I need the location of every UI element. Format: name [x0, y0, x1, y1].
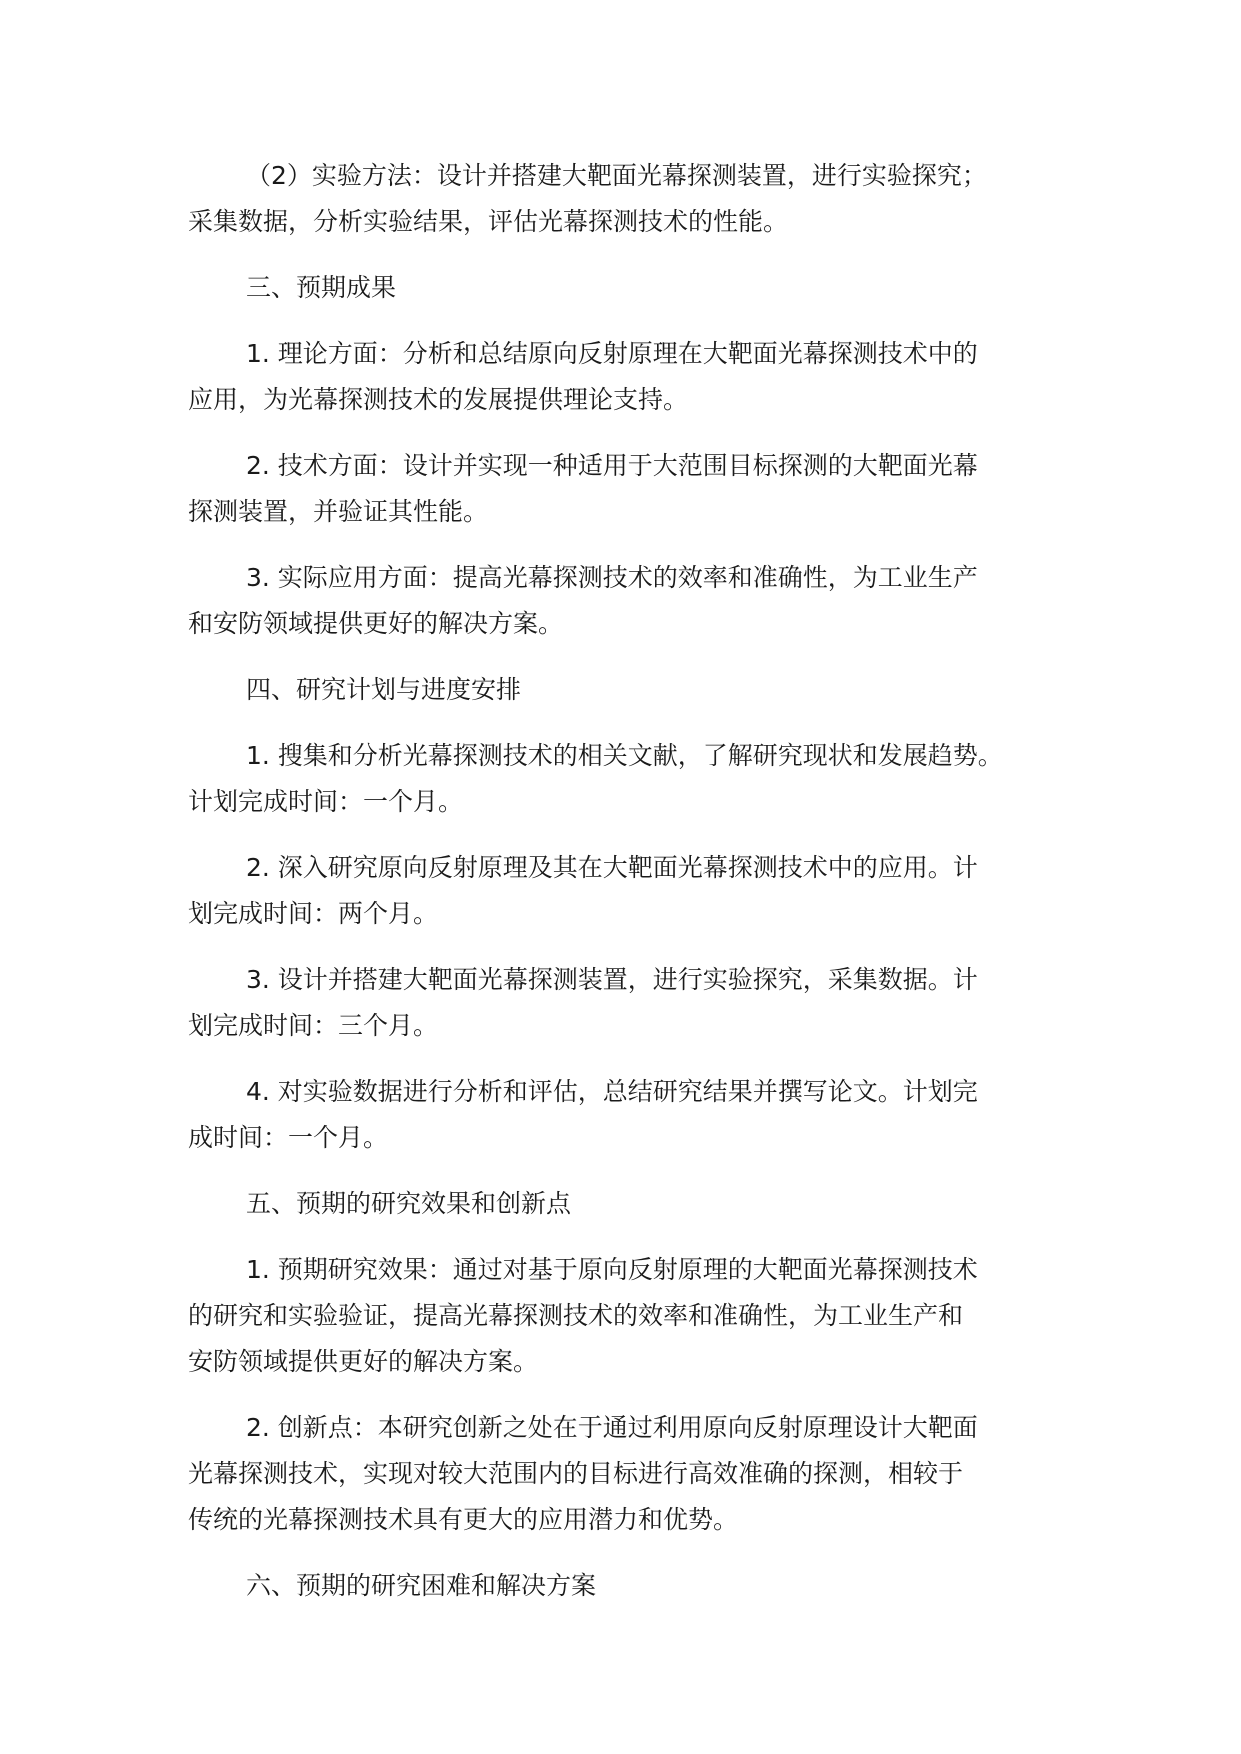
- text-line: 2. 深入研究原向反射原理及其在大靶面光幕探测技术中的应用。计: [246, 853, 978, 882]
- heading-text: 五、预期的研究效果和创新点: [246, 1189, 572, 1218]
- paragraph-application: [188, 555, 1068, 647]
- document-body: [188, 153, 1068, 1629]
- paragraph-innovation: [188, 1405, 1068, 1543]
- text-line: 成时间：一个月。: [188, 1123, 389, 1152]
- text-line: 采集数据，分析实验结果，评估光幕探测技术的性能。: [188, 207, 789, 236]
- section-heading-research-plan: [188, 667, 1068, 713]
- text-line: （2）实验方法：设计并搭建大靶面光幕探测装置，进行实验探究；: [246, 161, 987, 190]
- section-heading-effects-innovation: [188, 1181, 1068, 1227]
- text-line: 3. 设计并搭建大靶面光幕探测装置，进行实验探究，采集数据。计: [246, 965, 978, 994]
- section-heading-difficulties: [188, 1563, 1068, 1609]
- text-line: 和安防领域提供更好的解决方案。: [188, 609, 564, 638]
- paragraph-plan-step-3: [188, 957, 1068, 1049]
- text-line: 4. 对实验数据进行分析和评估，总结研究结果并撰写论文。计划完: [246, 1077, 978, 1106]
- text-line: 划完成时间：三个月。: [188, 1011, 439, 1040]
- paragraph-plan-step-2: [188, 845, 1068, 937]
- text-line: 2. 创新点：本研究创新之处在于通过利用原向反射原理设计大靶面: [246, 1413, 978, 1442]
- heading-text: 六、预期的研究困难和解决方案: [246, 1571, 597, 1600]
- heading-text: 四、研究计划与进度安排: [246, 675, 522, 704]
- text-line: 1. 搜集和分析光幕探测技术的相关文献，了解研究现状和发展趋势。: [246, 741, 1003, 770]
- text-line: 1. 预期研究效果：通过对基于原向反射原理的大靶面光幕探测技术: [246, 1255, 978, 1284]
- text-line: 应用，为光幕探测技术的发展提供理论支持。: [188, 385, 689, 414]
- text-line: 1. 理论方面：分析和总结原向反射原理在大靶面光幕探测技术中的: [246, 339, 978, 368]
- text-line: 光幕探测技术，实现对较大范围内的目标进行高效准确的探测，相较于: [188, 1459, 964, 1488]
- text-line: 安防领域提供更好的解决方案。: [188, 1347, 539, 1376]
- text-line: 计划完成时间：一个月。: [188, 787, 464, 816]
- text-line: 探测装置，并验证其性能。: [188, 497, 489, 526]
- section-heading-expected-results: [188, 265, 1068, 311]
- text-line: 3. 实际应用方面：提高光幕探测技术的效率和准确性，为工业生产: [246, 563, 978, 592]
- paragraph-expected-effect: [188, 1247, 1068, 1385]
- text-line: 2. 技术方面：设计并实现一种适用于大范围目标探测的大靶面光幕: [246, 451, 978, 480]
- heading-text: 三、预期成果: [246, 273, 397, 302]
- text-line: 的研究和实验验证，提高光幕探测技术的效率和准确性，为工业生产和: [188, 1301, 964, 1330]
- paragraph-plan-step-4: [188, 1069, 1068, 1161]
- text-line: 划完成时间：两个月。: [188, 899, 439, 928]
- paragraph-experiment-method: [188, 153, 1068, 245]
- text-line: 传统的光幕探测技术具有更大的应用潜力和优势。: [188, 1505, 739, 1534]
- paragraph-theory: [188, 331, 1068, 423]
- paragraph-plan-step-1: [188, 733, 1068, 825]
- paragraph-technology: [188, 443, 1068, 535]
